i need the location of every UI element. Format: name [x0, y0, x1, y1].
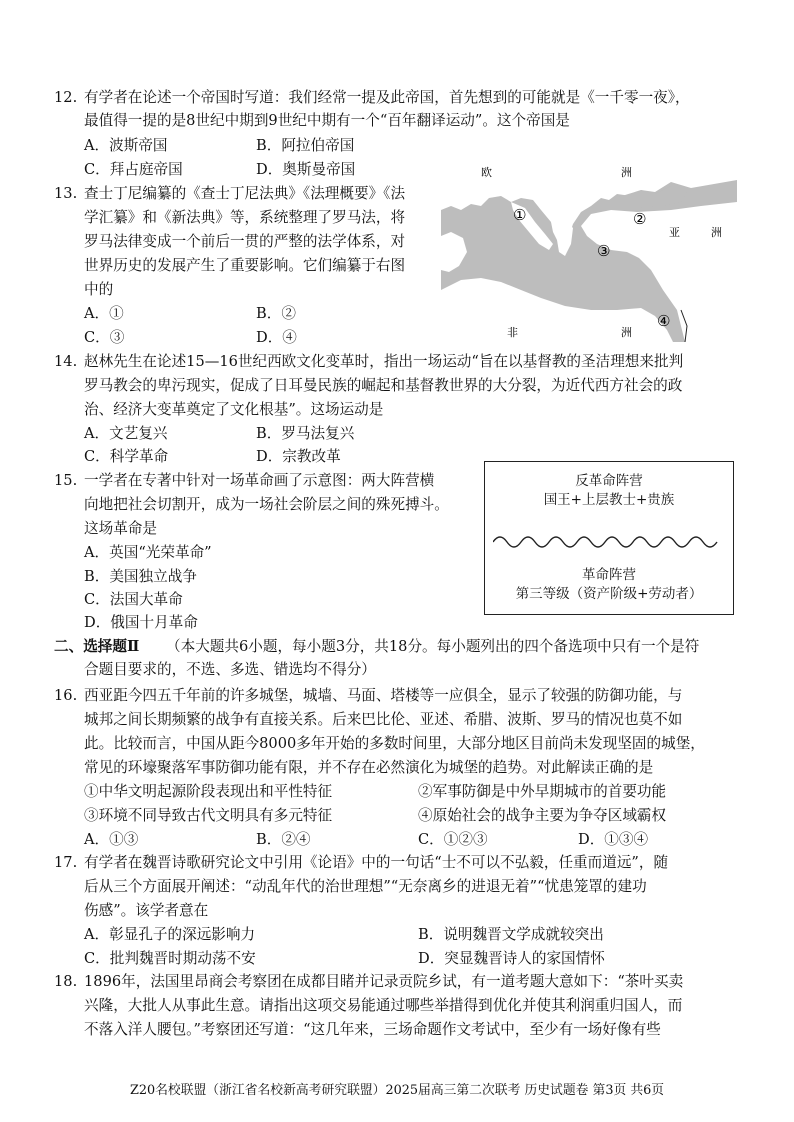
q14-stem-line: 罗马教会的卑污现实，促成了日耳曼民族的崛起和基督教世界的大分裂，为近代西方社会的政 — [84, 377, 683, 394]
q16-statement-3: ③环境不同导致古代文明具有多元特征 — [84, 807, 333, 824]
q17-stem-line: 后从三个方面展开阐述：“动乱年代的治世理想”“无奈离乡的进退无着”“忧患笼罩的建功 — [84, 878, 647, 895]
q17-stem-line: 有学者在魏晋诗歌研究论文中引用《论语》中的一句话“士不可以不弘毅，任重而道远”，随 — [84, 854, 669, 871]
q15-option-b: B．美国独立战争 — [84, 568, 197, 585]
q14-stem-line: 治、经济大变革奠定了文化根基”。这场运动是 — [84, 401, 384, 418]
map-marker-2: ② — [633, 210, 647, 228]
q16-stem-line: 常见的环壕聚落军事防御功能有限，并不存在必然演化为城堡的趋势。对此解读正确的是 — [84, 759, 654, 776]
map-label-africa: 洲 — [621, 326, 632, 339]
q18-stem-line: 1896年，法国里昂商会考察团在成都目睹并记录贡院乡试，有一道考题大意如下：“茶叶买卖 — [84, 973, 684, 990]
q13-stem-line: 查士丁尼编纂的《查士丁尼法典》《法理概要》《法 — [84, 185, 406, 202]
q17-option-b: B．说明魏晋文学成就较突出 — [418, 926, 604, 943]
q18-stem-line: 兴隆，大批人从事此生意。请指出这项交易能通过哪些举措得到优化并使其利润重归国人，而 — [84, 997, 683, 1014]
q16-stem-line: 此。比较而言，中国从距今8000多年开始的多数时间里，大部分地区目前尚未发现坚固的城堡， — [84, 735, 705, 752]
section-title: 二、选择题Ⅱ — [54, 638, 140, 655]
mediterranean-map — [441, 140, 737, 342]
q16-statement-4: ④原始社会的战争主要为争夺区域霸权 — [418, 807, 667, 824]
q16-option-d: D．①③④ — [578, 831, 649, 848]
q14-number: 14. — [54, 353, 78, 370]
map-label-europe: 欧 — [481, 166, 492, 179]
q12-stem-line: 有学者在论述一个帝国时写道：我们经常一提及此帝国，首先想到的可能就是《一千零一夜》， — [84, 89, 690, 106]
q12-option-b: B．阿拉伯帝国 — [256, 137, 355, 154]
q15-stem-line: 这场革命是 — [84, 520, 157, 537]
q17-option-a: A．彰显孔子的深远影响力 — [84, 926, 256, 943]
diagram-bottom-title: 革命阵营 — [582, 567, 636, 583]
wave-divider — [493, 528, 725, 548]
q16-stem-line: 城邦之间长期频繁的战争有直接关系。后来巴比伦、亚述、希腊、波斯、罗马的情况也莫不如 — [84, 711, 683, 728]
q17-stem-line: 伤感”。该学者意在 — [84, 902, 209, 919]
q15-stem-line: 向地把社会切割开，成为一场社会阶层之间的殊死搏斗。 — [84, 496, 449, 513]
q13-number: 13. — [54, 185, 78, 202]
q17-number: 17. — [54, 854, 78, 871]
q13-option-d: D．④ — [256, 329, 297, 346]
map-label-africa: 非 — [507, 326, 518, 339]
map-label-asia: 亚 — [669, 226, 680, 239]
q14-stem-line: 赵林先生在论述15—16世纪西欧文化变革时，指出一场运动“旨在以基督教的圣洁理想来批判 — [84, 353, 684, 370]
q14-option-a: A．文艺复兴 — [84, 425, 168, 442]
q13-option-a: A．① — [84, 305, 124, 322]
q14-option-b: B．罗马法复兴 — [256, 425, 355, 442]
q14-option-d: D．宗教改革 — [256, 448, 341, 465]
q16-statement-2: ②军事防御是中外早期城市的首要功能 — [418, 783, 667, 800]
section-instructions: （本大题共6小题，每小题3分，共18分。每小题列出的四个备选项中只有一个是符 — [166, 638, 700, 655]
q15-option-c: C．法国大革命 — [84, 591, 183, 608]
q17-option-c: C．批判魏晋时期动荡不安 — [84, 950, 256, 967]
q16-number: 16. — [54, 687, 78, 704]
q13-stem-line: 世界历史的发展产生了重要影响。它们编纂于右图 — [84, 257, 406, 274]
q18-stem-line: 不落入洋人腰包。”考察团还写道：“这几年来，三场命题作文考试中，至少有一场好像有些 — [84, 1021, 661, 1038]
q16-statement-1: ①中华文明起源阶段表现出和平性特征 — [84, 783, 333, 800]
map-label-europe: 洲 — [621, 166, 632, 179]
q12-option-c: C．拜占庭帝国 — [84, 161, 183, 178]
q15-number: 15. — [54, 472, 78, 489]
q13-option-c: C．③ — [84, 329, 125, 346]
q18-number: 18. — [54, 973, 78, 990]
q17-option-d: D．突显魏晋诗人的家国情怀 — [418, 950, 605, 967]
q15-stem-line: 一学者在专著中针对一场革命画了示意图：两大阵营横 — [84, 472, 435, 489]
map-marker-4: ④ — [657, 312, 671, 330]
map-marker-1: ① — [513, 206, 527, 224]
q16-option-c: C．①②③ — [418, 831, 488, 848]
q12-number: 12. — [54, 89, 78, 106]
revolution-diagram — [484, 461, 734, 615]
diagram-top-subtitle: 国王+上层教士+贵族 — [543, 492, 675, 508]
map-marker-3: ③ — [597, 242, 611, 260]
diagram-top-title: 反革命阵营 — [575, 473, 643, 489]
q12-option-d: D．奥斯曼帝国 — [256, 161, 356, 178]
q12-option-a: A．波斯帝国 — [84, 137, 168, 154]
q16-option-a: A．①③ — [84, 831, 139, 848]
q12-stem-line: 最值得一提的是8世纪中期到9世纪中期有一个“百年翻译运动”。这个帝国是 — [84, 112, 570, 129]
q15-option-d: D．俄国十月革命 — [84, 614, 198, 631]
map-label-asia: 洲 — [711, 226, 722, 239]
diagram-bottom-subtitle: 第三等级（资产阶级+劳动者） — [515, 586, 703, 602]
page-footer: Z20名校联盟（浙江省名校新高考研究联盟）2025届高三第二次联考 历史试题卷 第3页 共6页 — [129, 1083, 665, 1098]
q13-stem-line: 中的 — [84, 281, 114, 298]
q14-option-c: C．科学革命 — [84, 448, 169, 465]
section-instructions: 合题目要求的，不选、多选、错选均不得分） — [84, 661, 376, 678]
q16-option-b: B．②④ — [256, 831, 311, 848]
q13-option-b: B．② — [256, 305, 296, 322]
q15-option-a: A．英国“光荣革命” — [84, 544, 212, 561]
q13-stem-line: 罗马法律变成一个前后一贯的严整的法学体系，对 — [84, 233, 406, 250]
q13-stem-line: 学汇纂》和《新法典》等，系统整理了罗马法，将 — [84, 209, 406, 226]
q16-stem-line: 西亚距今四五千年前的许多城堡，城墙、马面、塔楼等一应俱全，显示了较强的防御功能，与 — [84, 687, 683, 704]
